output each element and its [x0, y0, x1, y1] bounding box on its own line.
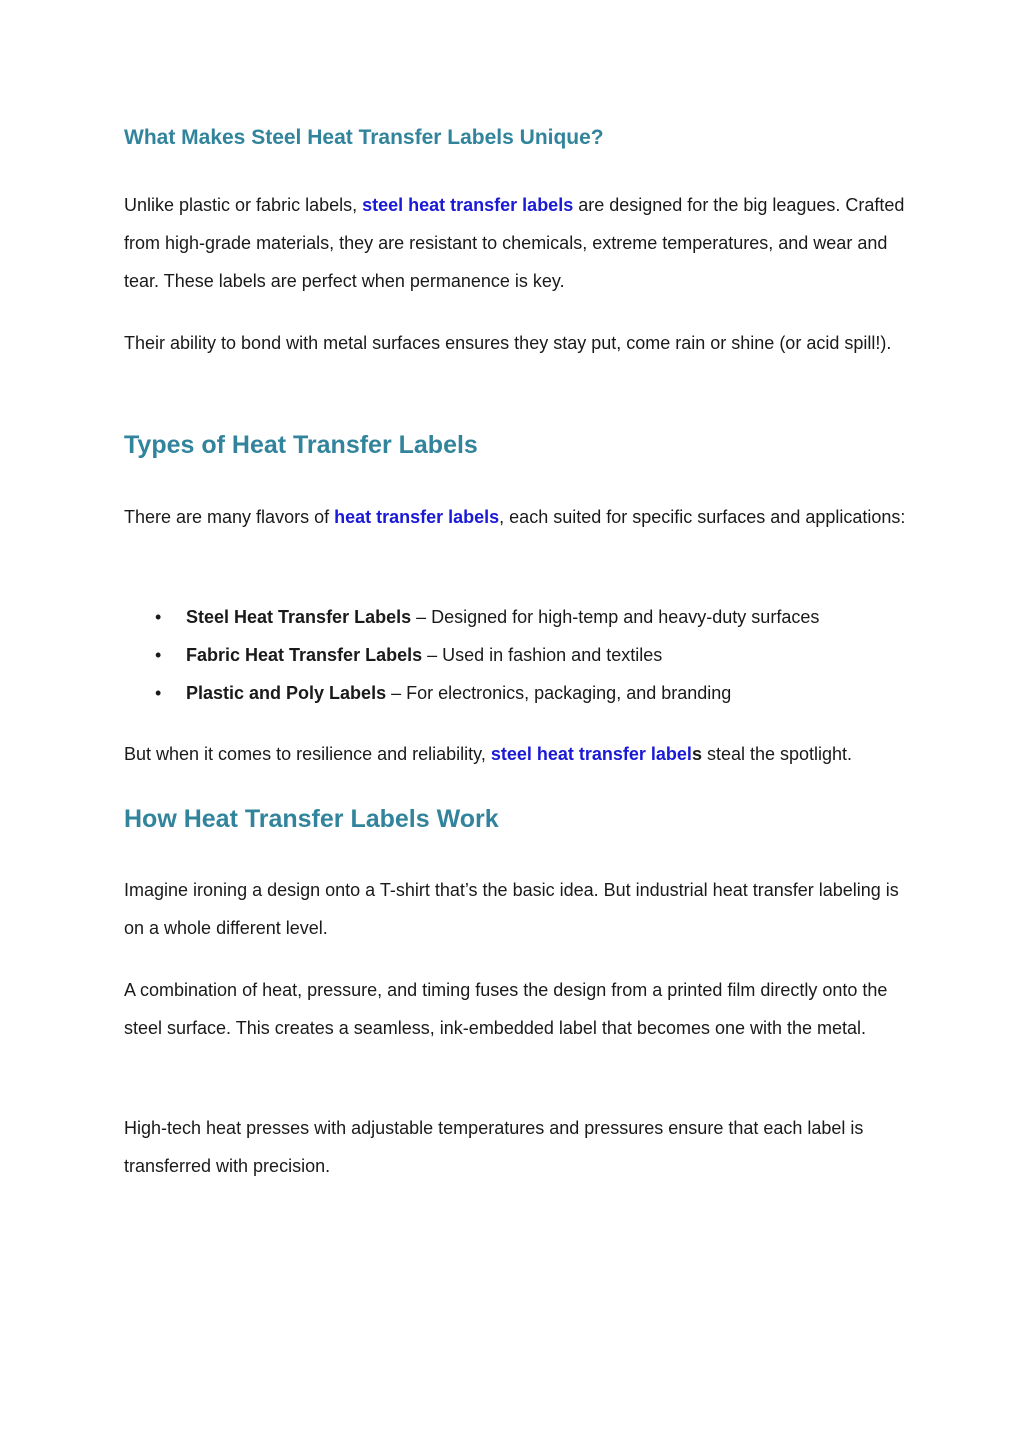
text-segment: , each suited for specific surfaces and applications:	[499, 507, 906, 527]
text-segment: But when it comes to resilience and reliability,	[124, 744, 491, 764]
list-item-desc: – Used in fashion and textiles	[422, 645, 663, 665]
list-item	[124, 674, 914, 712]
bullet-icon: •	[155, 683, 162, 703]
bullet-icon: •	[155, 645, 162, 665]
text-segment: There are many flavors of	[124, 507, 335, 527]
list-item	[124, 636, 914, 674]
list-item-term: Steel Heat Transfer Labels	[186, 607, 412, 627]
text-segment: are designed for the big leagues. Crafted from high-grade materials, they are resistant to chemicals, extreme temperatures, and wear and tear. These labels are perfect when permanence is key.	[124, 195, 905, 291]
list-item-desc: – Designed for high-temp and heavy-duty surfaces	[411, 607, 820, 627]
list-item-term: Plastic and Poly Labels	[186, 683, 387, 703]
label-types-list	[124, 598, 914, 712]
text-segment: steal the spotlight.	[701, 744, 853, 764]
heading-how-labels-work: How Heat Transfer Labels Work	[124, 805, 499, 833]
paragraph-bond-metal: Their ability to bond with metal surfaces ensures they stay put, come rain or shine (or acid spill!).	[124, 333, 892, 353]
paragraph-many-flavors	[124, 498, 914, 536]
paragraph-combination: A combination of heat, pressure, and timing fuses the design from a printed film directly onto the steel surface. This creates a seamless, ink-embedded label that becomes one with the metal.	[124, 980, 888, 1038]
paragraph-imagine-ironing: Imagine ironing a design onto a T-shirt that’s the basic idea. But industrial heat transfer labeling is on a whole different level.	[124, 880, 899, 938]
list-item-term: Fabric Heat Transfer Labels	[186, 645, 423, 665]
list-item-desc: – For electronics, packaging, and branding	[386, 683, 732, 703]
paragraph-high-tech-presses: High-tech heat presses with adjustable temperatures and pressures ensure that each label is transferred with precision.	[124, 1118, 864, 1176]
text-segment: Unlike plastic or fabric labels,	[124, 195, 363, 215]
link-heat-transfer-labels[interactable]: heat transfer labels	[334, 507, 500, 527]
text-segment-bold: s	[691, 744, 702, 764]
heading-what-makes-unique: What Makes Steel Heat Transfer Labels Unique?	[124, 126, 604, 149]
link-steel-heat-transfer-label[interactable]: steel heat transfer label	[490, 744, 692, 764]
list-item	[124, 598, 914, 636]
paragraph-unlike-plastic	[124, 186, 914, 300]
heading-types-of-labels: Types of Heat Transfer Labels	[124, 431, 478, 459]
link-steel-heat-transfer-labels[interactable]: steel heat transfer labels	[362, 195, 574, 215]
bullet-icon: •	[155, 607, 162, 627]
paragraph-resilience	[124, 735, 914, 773]
